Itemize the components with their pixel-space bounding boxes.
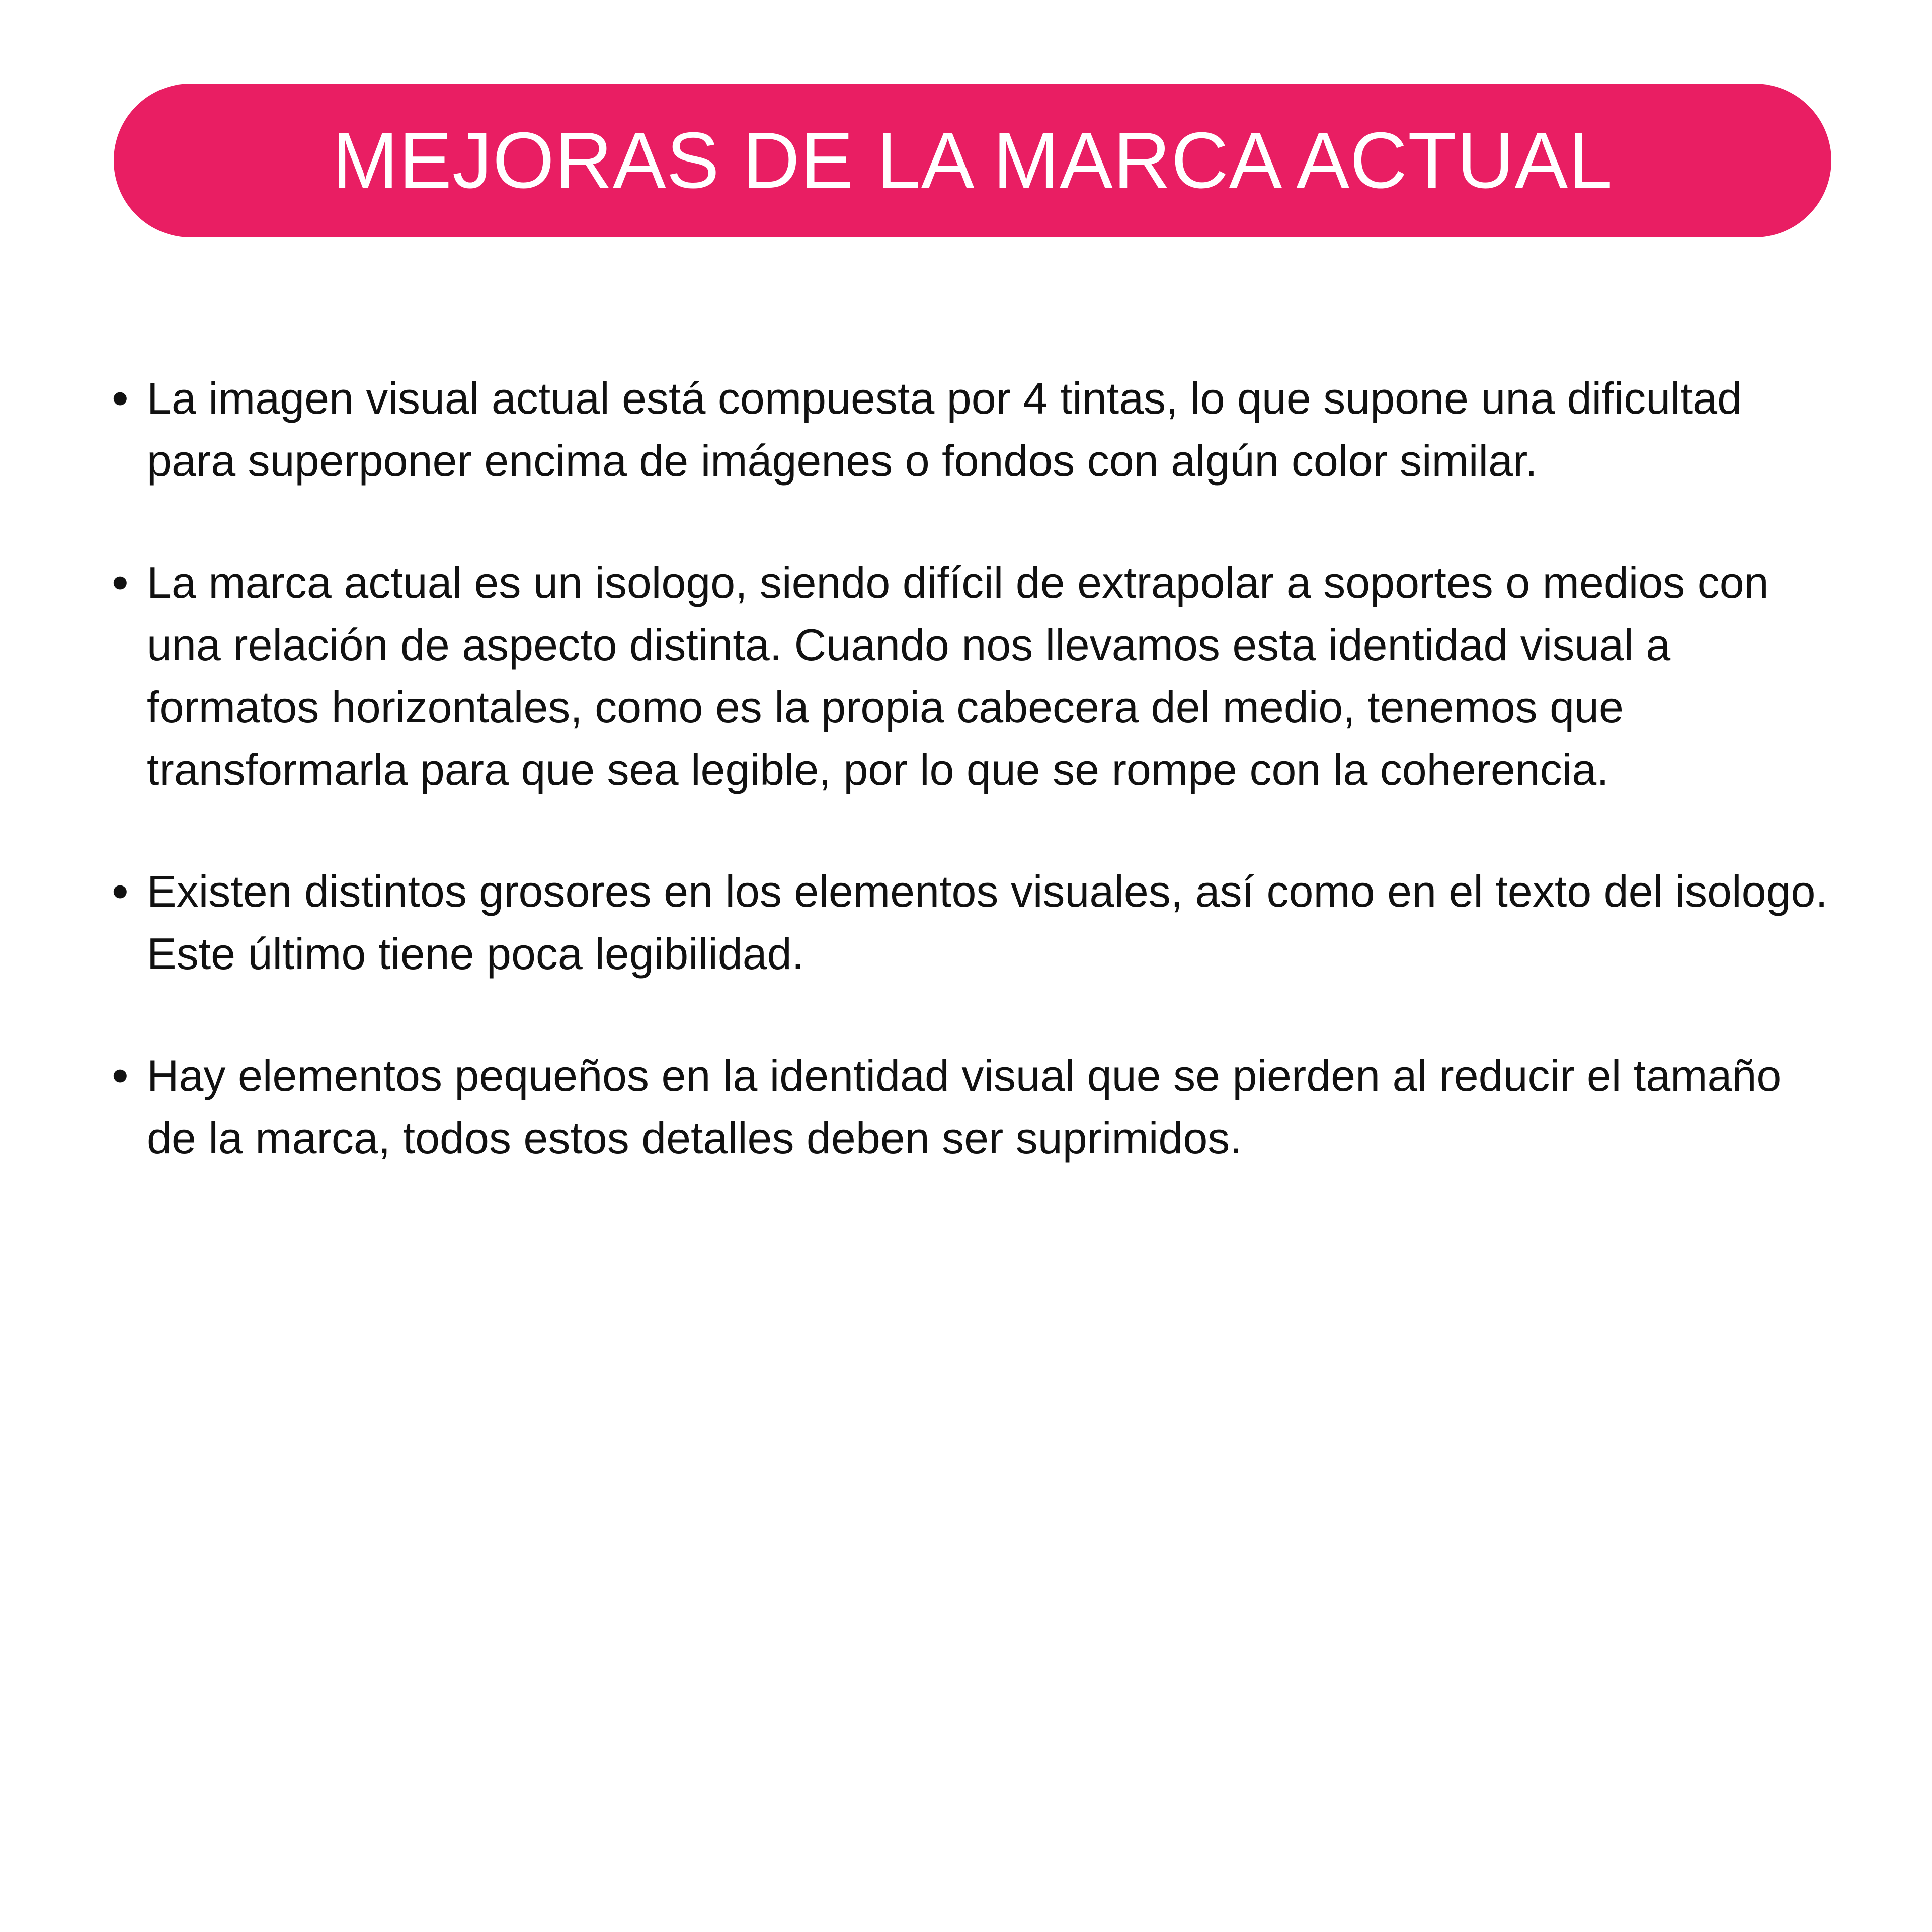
bullet-icon: • [112,864,129,918]
bullet-text: La imagen visual actual está compuesta por 4 tintas, lo que supone una dificultad para superponer encima de imágenes o fondos con algún color similar. [147,373,1742,486]
title-banner [114,84,1831,237]
list-item [112,551,1832,801]
bullet-icon: • [112,555,129,609]
bullet-icon: • [112,1049,129,1102]
list-item [112,860,1832,985]
bullet-icon: • [112,371,129,425]
bullet-text: Hay elementos pequeños en la identidad visual que se pierden al reducir el tamaño de la marca, todos estos detalles deben ser suprimidos. [147,1051,1782,1163]
page-title: MEJORAS DE LA MARCA ACTUAL [332,116,1613,205]
list-item [112,1044,1832,1169]
bullet-list [112,367,1832,1229]
list-item [112,367,1832,492]
bullet-text: La marca actual es un isologo, siendo difícil de extrapolar a soportes o medios con una relación de aspecto distinta. Cuando nos llevamos esta identidad visual a formatos horizontales, como es la propia cabecera del medio, tenemos que transformarla para que sea legible, por lo que se rompe con la coherencia. [147,557,1769,794]
bullet-text: Existen distintos grosores en los elementos visuales, así como en el texto del isologo. Este último tiene poca legibilidad. [147,866,1828,979]
